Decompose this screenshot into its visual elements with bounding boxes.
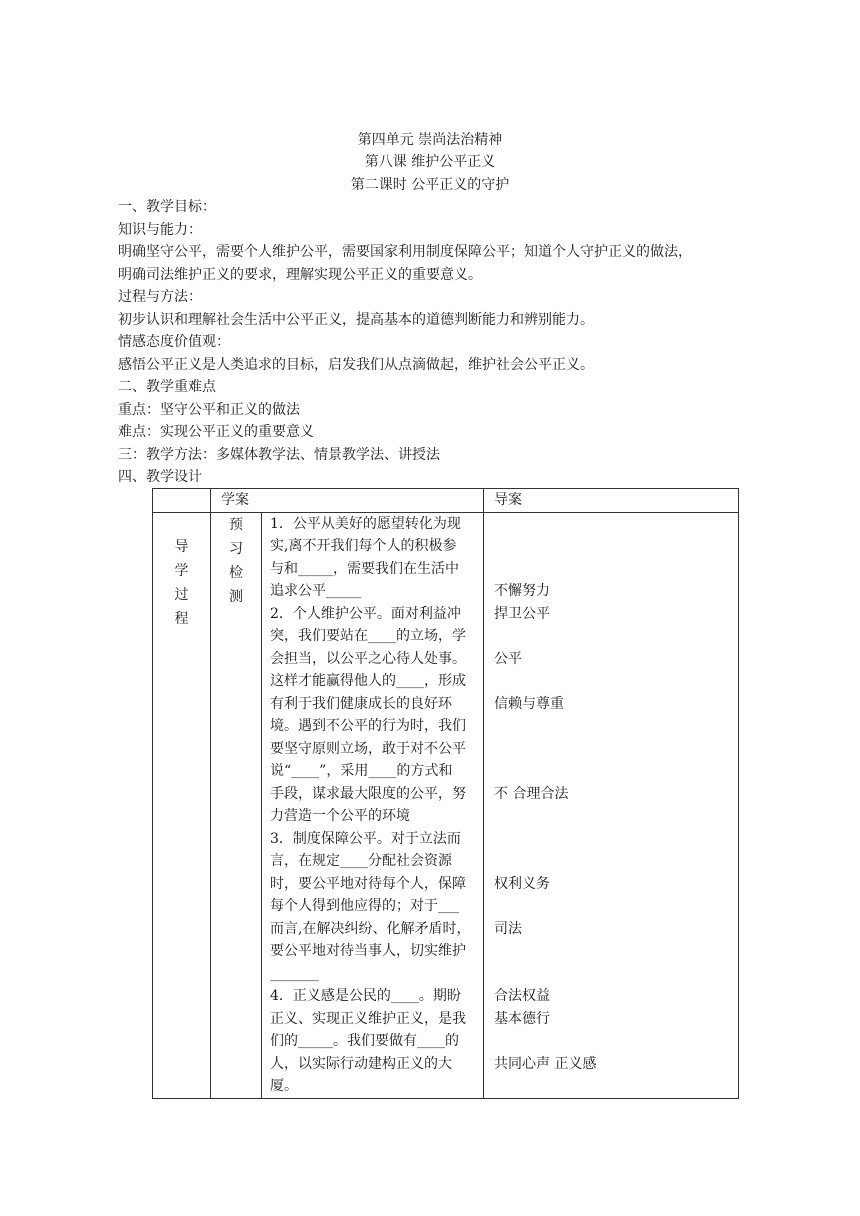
table-header-row: [153, 489, 739, 513]
answer-text: 不懈努力: [494, 582, 550, 599]
content-line: 与和_____，需要我们在生活中: [270, 560, 459, 577]
table-header-empty: [153, 489, 211, 513]
period-title: 第二课时 公平正义的守护: [350, 177, 510, 193]
content-line: 厦。: [270, 1078, 298, 1094]
content-line: 突，我们要站在____的立场，学: [270, 628, 466, 644]
answer-text: 合法权益: [494, 987, 550, 1004]
content-line: 1．公平从美好的愿望转化为现: [270, 515, 461, 532]
unit-title: 第四单元 崇尚法治精神: [357, 132, 503, 148]
preview-char: 检: [229, 564, 243, 581]
content-line: 追求公平_____: [270, 583, 361, 599]
process-label-cell: [153, 512, 211, 1098]
content-line: 人，以实际行动建构正义的大: [270, 1055, 452, 1072]
answer-text: 捍卫公平: [494, 605, 550, 622]
study-content-cell: [262, 512, 484, 1098]
teaching-design-table: [152, 488, 739, 1099]
content-line: 时，要公平地对待每个人，保障: [270, 875, 466, 892]
content-line: 要坚守原则立场，敢于对不公平: [270, 740, 466, 757]
answer-text: 不 合理合法: [494, 785, 569, 802]
content-line: 手段，谋求最大限度的公平，努: [270, 785, 466, 802]
answer-text: 司法: [494, 920, 522, 937]
preview-char: 预: [229, 516, 243, 533]
paragraph-line: 感悟公平正义是人类追求的目标，启发我们从点滴做起，维护社会公平正义。: [118, 357, 594, 373]
content-line: 3．制度保障公平。对于立法而: [270, 830, 461, 847]
paragraph-line: 明确坚守公平，需要个人维护公平，需要国家利用制度保障公平；知道个人守护正义的做法，: [118, 244, 692, 260]
content-line: 言，在规定____分配社会资源: [270, 853, 452, 869]
answer-text: 共同心声 正义感: [494, 1055, 597, 1072]
col-header-study: 学案: [211, 489, 484, 513]
col-header-guide: 导案: [484, 489, 739, 513]
difficulty-line: 难点：实现公平正义的重要意义: [118, 424, 314, 440]
preview-label-cell: [211, 512, 262, 1098]
content-line: 有利于我们健康成长的良好环: [270, 695, 452, 712]
process-char: 导: [174, 538, 189, 555]
process-char: 学: [174, 562, 189, 579]
answer-text: 基本德行: [494, 1010, 550, 1027]
content-line: 境。遇到不公平的行为时，我们: [270, 718, 466, 734]
preview-char: 习: [229, 540, 243, 557]
process-char: 过: [174, 586, 189, 603]
subheading-values: 情感态度价值观：: [118, 334, 230, 350]
content-line: 要公平地对待当事人，切实维护: [270, 943, 466, 959]
key-point-line: 重点：坚守公平和正义的做法: [118, 402, 300, 418]
content-line: 这样才能赢得他人的____，形成: [270, 673, 466, 689]
content-line: 每个人得到他应得的；对于___: [270, 898, 459, 914]
section-heading-design: 四、教学设计: [118, 469, 202, 485]
section-heading-key-points: 二、教学重难点: [118, 379, 216, 395]
answer-text: 权利义务: [494, 875, 550, 892]
paragraph-line: 明确司法维护正义的要求，理解实现公平正义的重要意义。: [118, 267, 482, 283]
content-line: _______: [270, 965, 319, 982]
content-line: 4．正义感是公民的____。期盼: [270, 988, 461, 1004]
section-heading-goals: 一、教学目标：: [118, 199, 216, 215]
content-line: 们的_____。我们要做有____的: [270, 1033, 459, 1049]
paragraph-line: 初步认识和理解社会生活中公平正义，提高基本的道德判断能力和辨别能力。: [118, 312, 594, 328]
content-line: 说“____”，采用____的方式和: [270, 763, 453, 779]
content-line: 力营造一个公平的环境: [270, 808, 410, 824]
content-line: 会担当，以公平之心待人处事。: [270, 650, 466, 667]
content-line: 实,离不开我们每个人的积极参: [270, 538, 457, 554]
preview-char: 测: [229, 588, 243, 605]
content-line: 正义、实现正义维护正义，是我: [270, 1010, 466, 1027]
subheading-knowledge: 知识与能力：: [118, 222, 202, 238]
content-line: 2．个人维护公平。面对利益冲: [270, 605, 461, 622]
content-line: 而言,在解决纠纷、化解矛盾时，: [270, 920, 471, 937]
lesson-title: 第八课 维护公平正义: [364, 154, 496, 170]
table-row: [153, 512, 739, 1098]
methods-line: 三：教学方法：多媒体教学法、情景教学法、讲授法: [118, 447, 440, 463]
answer-text: 公平: [494, 650, 522, 667]
answer-text: 信赖与尊重: [494, 695, 564, 712]
process-char: 程: [174, 610, 189, 627]
guide-answers-cell: [484, 512, 739, 1098]
subheading-process: 过程与方法：: [118, 289, 202, 305]
